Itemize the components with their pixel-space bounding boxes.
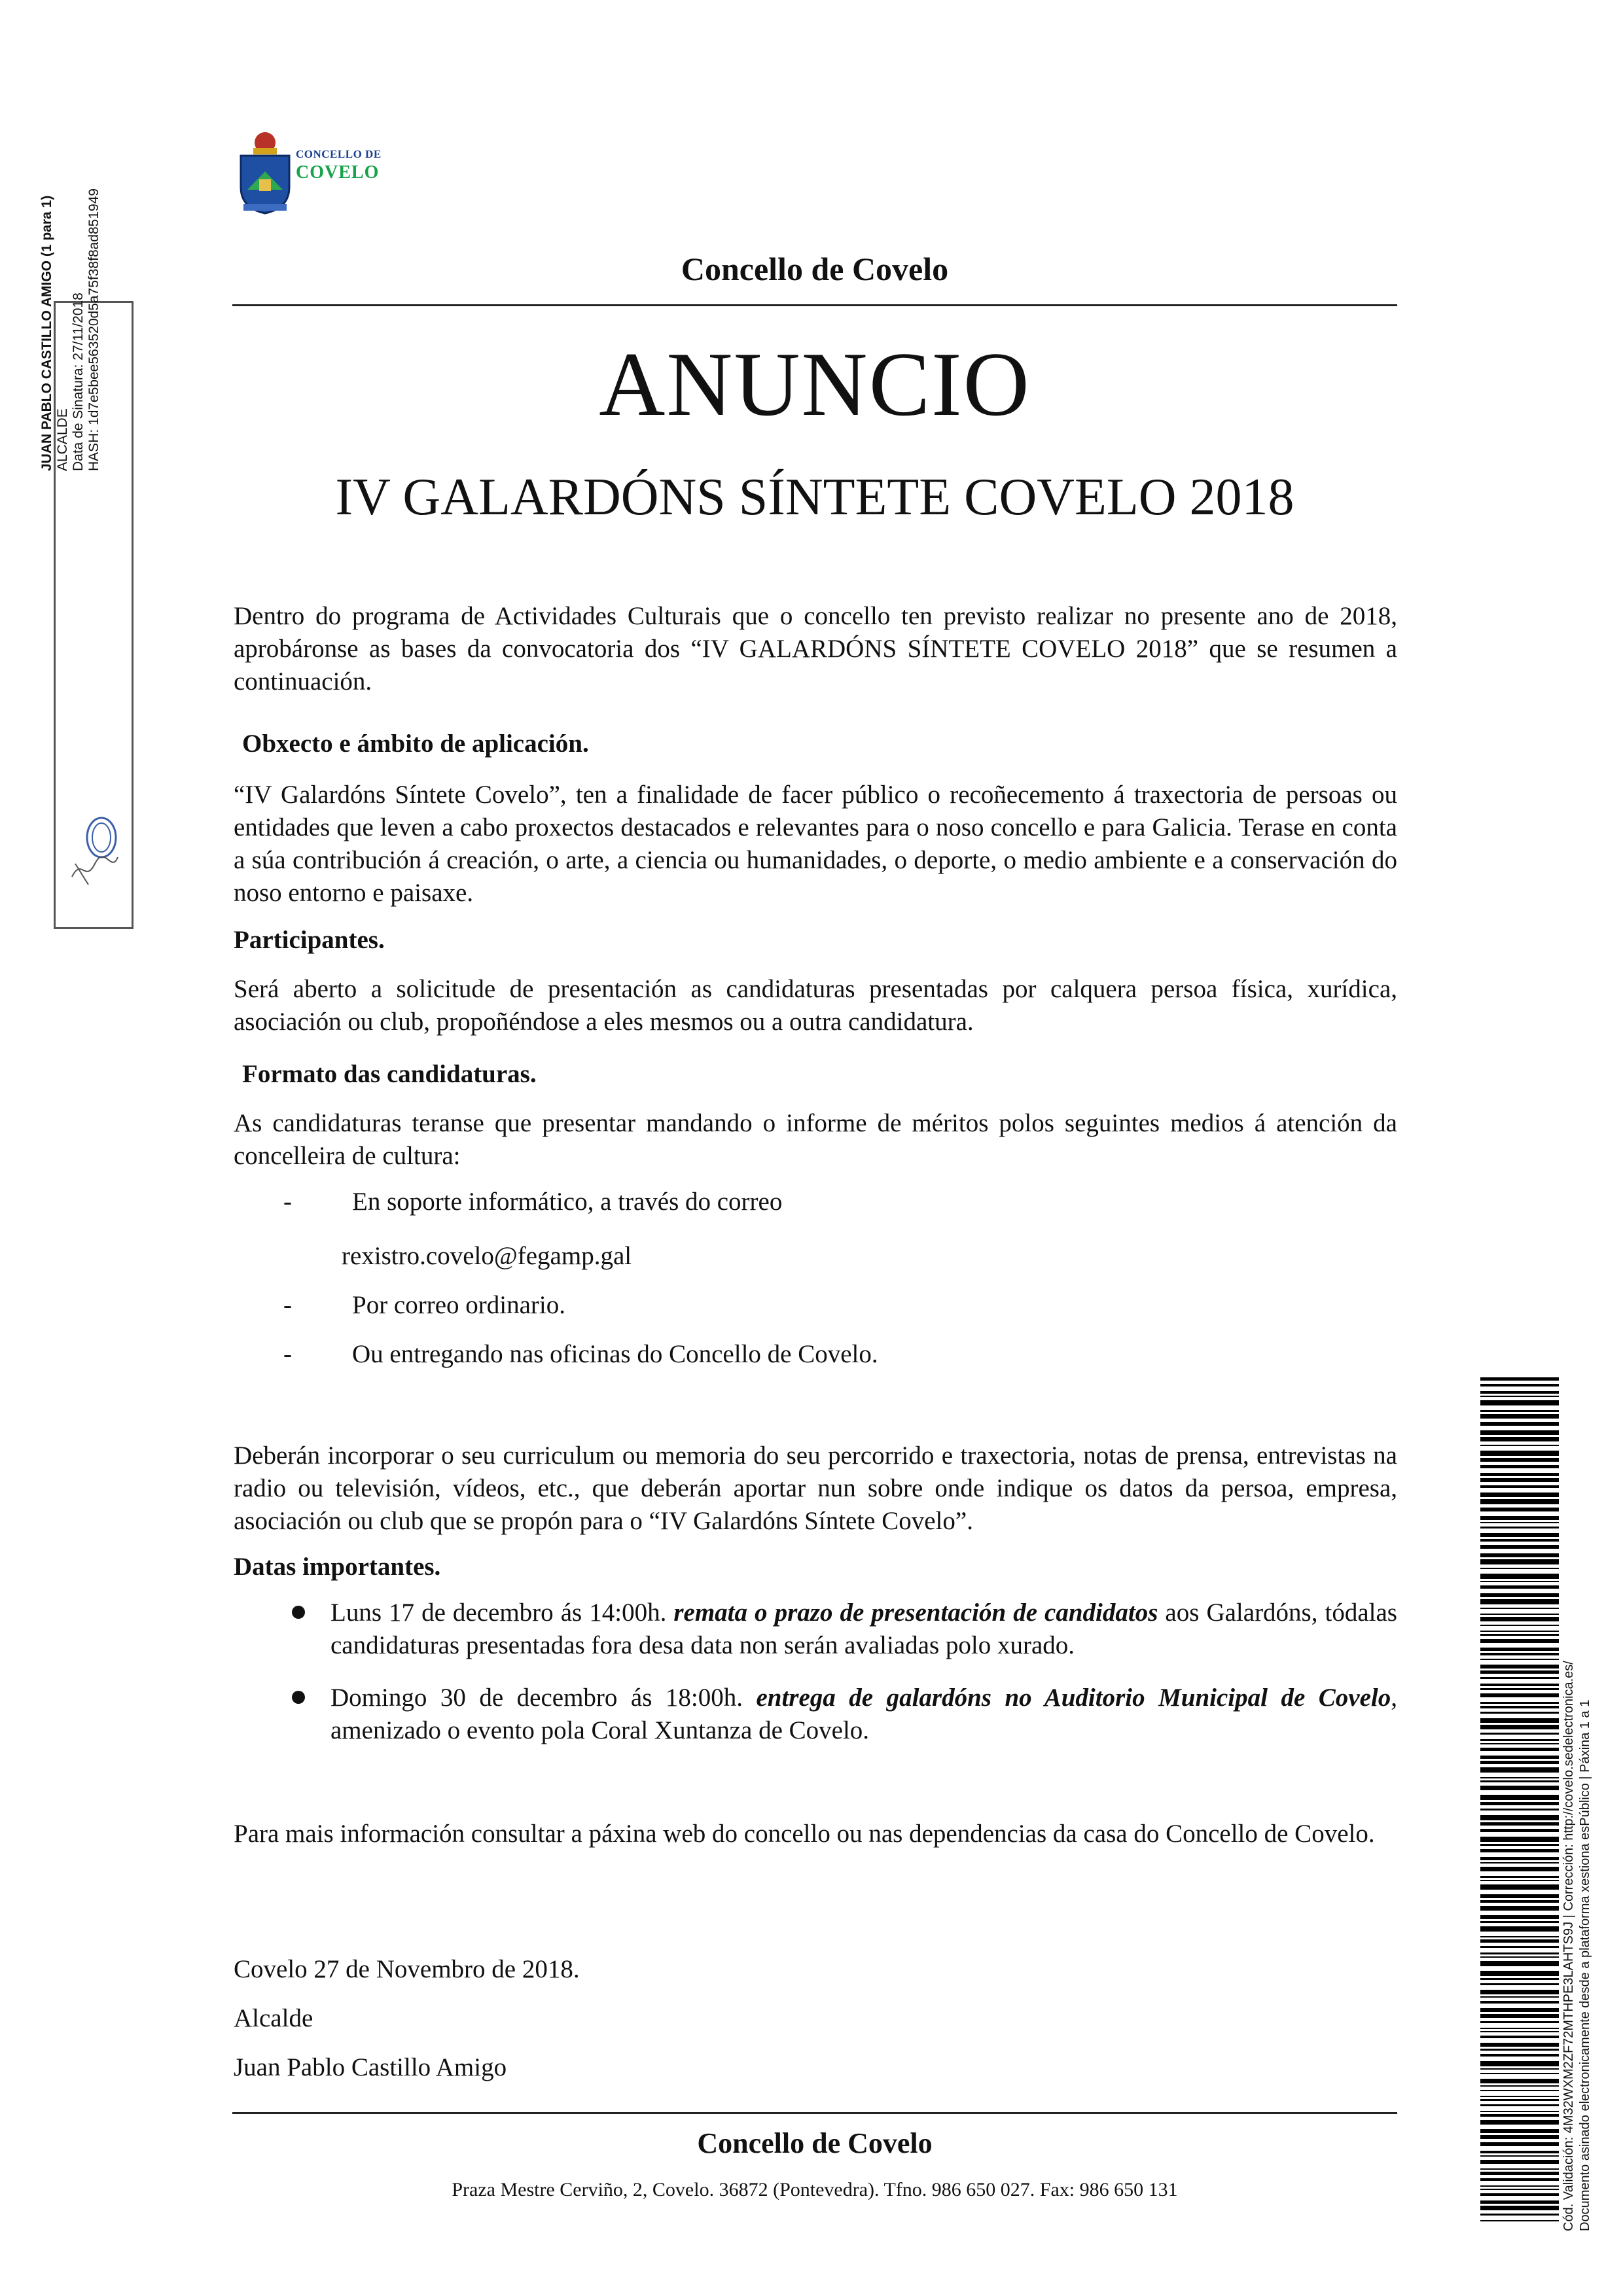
electronic-signature-text: JUAN PABLO CASTILLO AMIGO (1 para 1) ALCALDE Data de Sinatura: 27/11/2018 HASH: 1d7e5bee563520d5a75f38f8ad851949 [39, 188, 101, 471]
obxecto-paragraph: “IV Galardóns Síntete Covelo”, ten a finalidade de facer público o recoñecemento á traxectoria de persoas ou entidades que leven a cabo proxectos destacados e relevantes para o noso concello e para Galicia. Terase en conta a súa contribución á creación, o arte, a ciencia ou humanidades, o deporte, o medio ambiente e a conservación do noso entorno e paisaxe. [234, 781, 1397, 907]
validation-text: Cód. Validación: 4M32WXM2ZF72MTHPE3LAHTS9J | Corrección: http://covelo.sedelectronica.es/ Documento asinado electronicamente desde a plataforma xestiona esPúblico | Páxina 1 a 1 [1561, 1661, 1592, 2231]
deberan-paragraph: Deberán incorporar o seu curriculum ou memoria do seu percorrido e traxectoria, notas de prensa, entrevistas na radio ou televisión, vídeos, etc., que deberán aportar nun sobre onde indique os datos da persoa, empresa, asociación ou club que se propón para o “IV Galardóns Síntete Covelo”. [234, 1441, 1397, 1535]
coat-of-arms-icon [236, 124, 294, 216]
footer-divider [232, 2112, 1397, 2114]
obxecto-heading: Obxecto e ámbito de aplicación. [242, 730, 589, 758]
bullet-icon [292, 1691, 305, 1704]
bullet-icon [292, 1606, 305, 1619]
formato-paragraph: As candidaturas teranse que presentar mandando o informe de méritos polos seguintes medios á atención da concelleira de cultura: [234, 1109, 1397, 1170]
signature-name: Juan Pablo Castillo Amigo [234, 2053, 507, 2081]
barcode-icon [1480, 1377, 1559, 2221]
datas-heading: Datas importantes. [234, 1553, 441, 1581]
signature-role: Alcalde [234, 2004, 313, 2032]
footer-address: Praza Mestre Cerviño, 2, Covelo. 36872 (Pontevedra). Tfno. 986 650 027. Fax: 986 650 131 [452, 2179, 1178, 2200]
document-subtitle: IV GALARDÓNS SÍNTETE COVELO 2018 [335, 468, 1294, 526]
signature-stamp-icon [65, 811, 124, 890]
footer-title: Concello de Covelo [697, 2127, 933, 2159]
date-item-deadline: Luns 17 de decembro ás 14:00h. remata o prazo de presentación de candidatos aos Galardóns, tódalas candidaturas presentadas fora desa data non serán avaliadas polo xurado. [330, 1598, 1397, 1659]
date-item-ceremony: Domingo 30 de decembro ás 18:00h. entrega de galardóns no Auditorio Municipal de Covelo, amenizado o evento pola Coral Xuntanza de Covelo. [330, 1684, 1397, 1744]
info-paragraph: Para mais información consultar a páxina web do concello ou nas dependencias da casa do Concello de Covelo. [234, 1820, 1375, 1848]
document-title: ANUNCIO [599, 334, 1031, 435]
email-address: rexistro.covelo@fegamp.gal [342, 1242, 632, 1270]
participantes-heading: Participantes. [234, 926, 385, 954]
concello-logo [236, 124, 393, 222]
header-divider [232, 304, 1397, 306]
signature-date: Covelo 27 de Novembro de 2018. [234, 1955, 580, 1983]
intro-paragraph: Dentro do programa de Actividades Culturais que o concello ten previsto realizar no presente ano de 2018, aprobáronse as bases da convocatoria dos “IV GALARDÓNS SÍNTETE COVELO 2018” que se resumen a continuación. [234, 602, 1397, 696]
header-title: Concello de Covelo [681, 251, 949, 287]
logo-text-line2: COVELO [296, 162, 380, 183]
formato-heading: Formato das candidaturas. [242, 1060, 537, 1088]
participantes-paragraph: Será aberto a solicitude de presentación as candidaturas presentadas por calquera persoa física, xurídica, asociación ou club, propoñéndose a eles mesmos ou a outra candidatura. [234, 975, 1397, 1036]
logo-text-line1: CONCELLO DE [296, 148, 382, 160]
